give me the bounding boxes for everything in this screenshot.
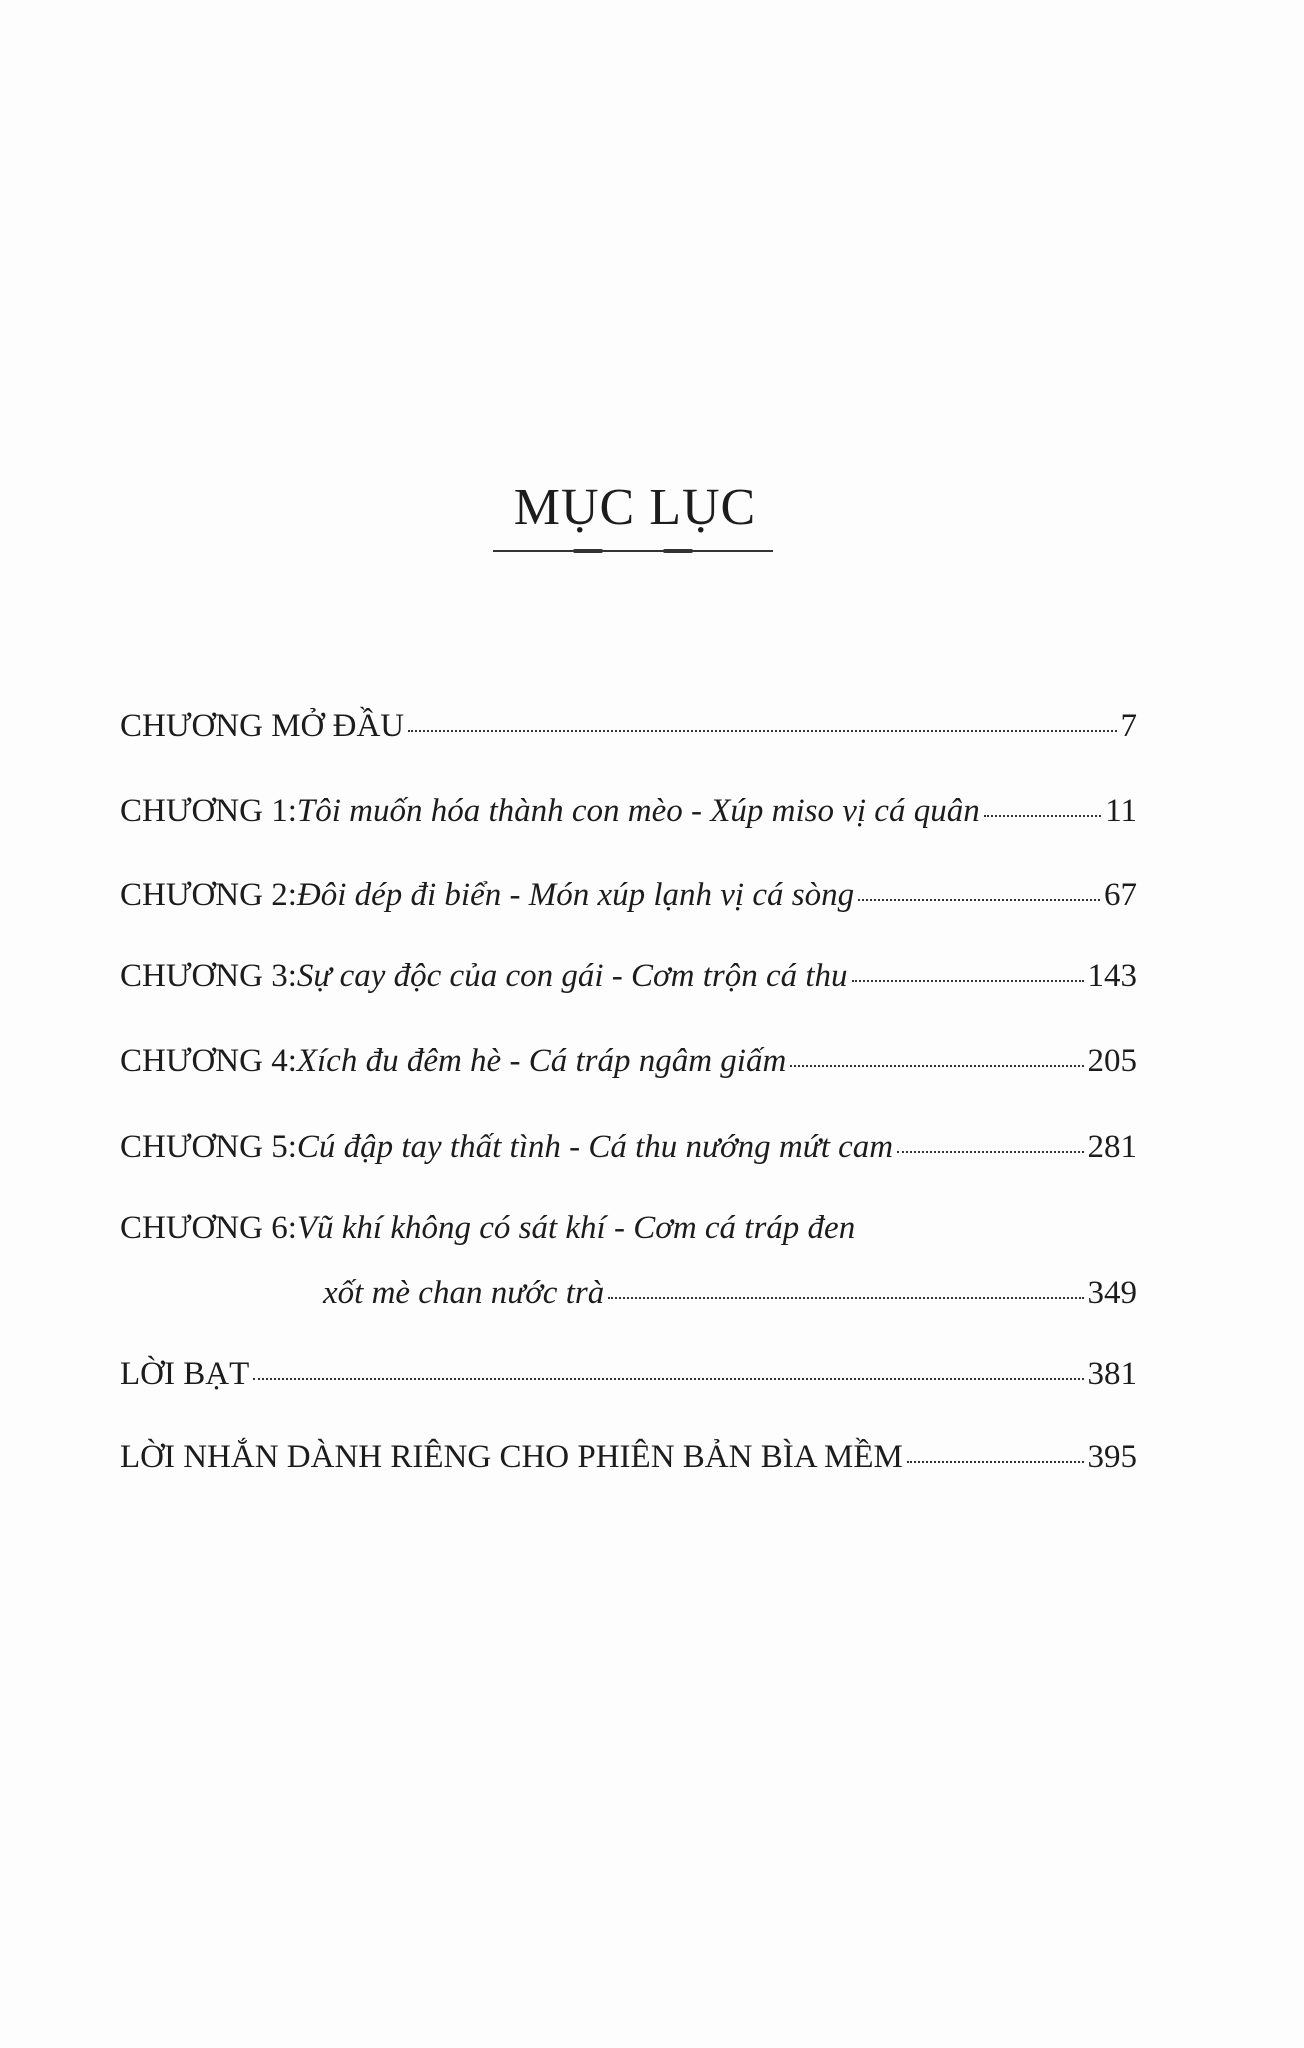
toc-entry-chapter-3[interactable] [120, 958, 1137, 995]
entry-subtitle: Đôi dép đi biển - Món xúp lạnh vị cá sòng [296, 877, 855, 913]
toc-entry-chapter-4[interactable] [120, 1043, 1137, 1080]
toc-entry-prologue[interactable] [120, 708, 1137, 745]
toc-entry-chapter-1[interactable] [120, 793, 1137, 830]
entry-label: CHƯƠNG 3: [120, 958, 297, 994]
dot-leader [852, 980, 1084, 982]
dot-leader [858, 899, 1100, 901]
toc-entry-chapter-6-continued[interactable] [323, 1275, 1137, 1312]
entry-page: 381 [1087, 1356, 1137, 1392]
entry-subtitle: Xích đu đêm hè - Cá tráp ngâm giấm [296, 1043, 787, 1079]
entry-page: 143 [1087, 958, 1137, 994]
dot-leader [253, 1378, 1083, 1380]
toc-entry-chapter-2[interactable] [120, 877, 1137, 914]
entry-page: 11 [1105, 793, 1137, 829]
dot-leader [608, 1297, 1083, 1299]
entry-label: CHƯƠNG 6: [120, 1210, 297, 1246]
dot-leader [408, 730, 1116, 732]
entry-subtitle: Vũ khí không có sát khí - Cơm cá tráp đen [296, 1210, 856, 1246]
entry-subtitle: Sự cay độc của con gái - Cơm trộn cá thu [296, 958, 848, 994]
dot-leader [897, 1151, 1083, 1153]
dot-leader [907, 1461, 1084, 1463]
entry-label: LỜI NHẮN DÀNH RIÊNG CHO PHIÊN BẢN BÌA MỀM [120, 1439, 903, 1475]
entry-subtitle: Tôi muốn hóa thành con mèo - Xúp miso vị cá quân [296, 793, 980, 829]
entry-page: 349 [1087, 1275, 1137, 1311]
toc-entry-chapter-6[interactable] [120, 1210, 1137, 1247]
entry-label: CHƯƠNG MỞ ĐẦU [120, 708, 405, 744]
entry-page: 7 [1120, 708, 1137, 744]
toc-entry-afterword[interactable] [120, 1356, 1137, 1393]
entry-page: 281 [1087, 1129, 1137, 1165]
entry-page: 205 [1087, 1043, 1137, 1079]
entry-label: CHƯƠNG 5: [120, 1129, 297, 1165]
toc-entry-chapter-5[interactable] [120, 1129, 1137, 1166]
entry-label: CHƯƠNG 1: [120, 793, 297, 829]
title-underline-ornament [493, 550, 773, 552]
entry-label: CHƯƠNG 4: [120, 1043, 297, 1079]
toc-entry-paperback-note[interactable] [120, 1439, 1137, 1476]
entry-page: 67 [1104, 877, 1137, 913]
page-title: MỤC LỤC [513, 479, 757, 536]
entry-subtitle-continued: xốt mè chan nước trà [323, 1275, 605, 1311]
entry-label: CHƯƠNG 2: [120, 877, 297, 913]
entry-label: LỜI BẠT [120, 1356, 250, 1392]
dot-leader [984, 815, 1102, 817]
entry-page: 395 [1087, 1439, 1137, 1475]
entry-subtitle: Cú đập tay thất tình - Cá thu nướng mứt cam [296, 1129, 894, 1165]
dot-leader [790, 1065, 1083, 1067]
